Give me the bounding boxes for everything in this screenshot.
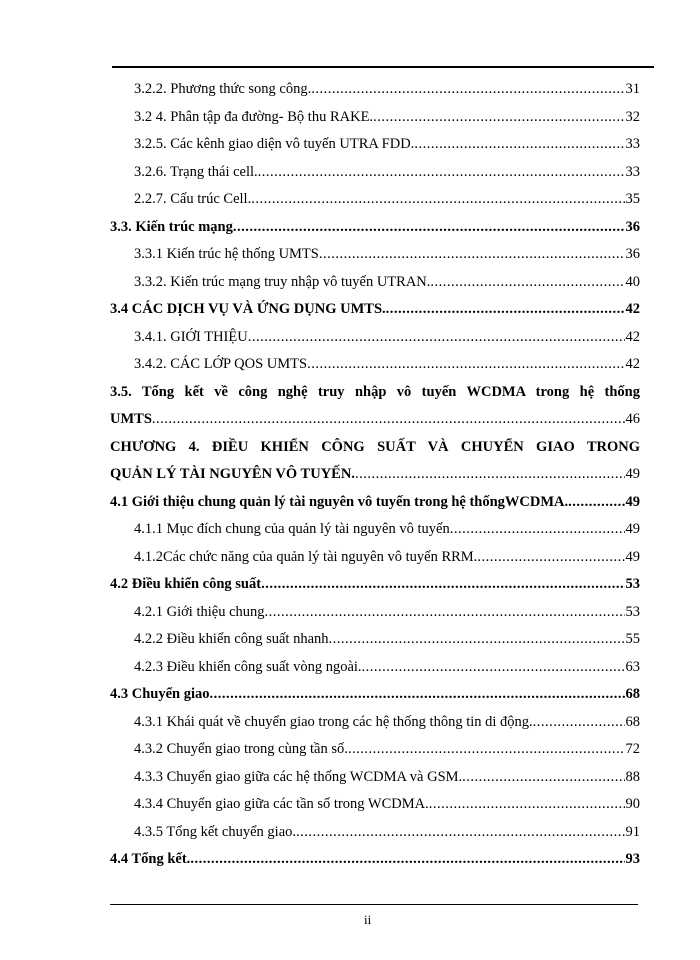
toc-entry-title: 3.4.2. CÁC LỚP QOS UMTS xyxy=(134,356,308,372)
dot-leader xyxy=(568,489,624,517)
toc-entry-page: 35 xyxy=(625,191,640,207)
toc-entry[interactable] xyxy=(110,516,640,544)
toc-entry-page: 49 xyxy=(625,521,640,537)
toc-entry[interactable] xyxy=(110,76,640,104)
toc-entry[interactable] xyxy=(110,296,640,324)
page-number: ii xyxy=(364,912,372,927)
toc-entry-page: 68 xyxy=(625,686,640,702)
dot-leader xyxy=(251,186,624,214)
toc-entry[interactable] xyxy=(110,269,640,297)
footer-rule xyxy=(110,904,638,905)
toc-entry-title: 4.2.1 Giới thiệu chung xyxy=(134,603,265,620)
toc-entry[interactable] xyxy=(110,626,640,654)
dot-leader xyxy=(414,131,624,159)
dot-leader xyxy=(329,626,625,654)
toc-entry-page: 33 xyxy=(625,136,640,152)
toc-entry-page: 49 xyxy=(625,466,640,482)
toc-entry-page: 90 xyxy=(625,796,640,812)
toc-entry[interactable] xyxy=(110,489,640,517)
dot-leader xyxy=(258,159,625,187)
toc-entry[interactable] xyxy=(110,791,640,819)
toc-entry-page: 46 xyxy=(625,411,640,427)
dot-leader xyxy=(248,324,625,352)
dot-leader xyxy=(477,544,624,572)
dot-leader xyxy=(152,406,625,434)
toc-entry[interactable] xyxy=(110,846,640,874)
dot-leader xyxy=(355,461,625,489)
toc-entry-title: 3.3.1 Kiến trúc hệ thống UMTS xyxy=(134,246,319,262)
toc-entry[interactable] xyxy=(110,159,640,187)
toc-entry-page: 55 xyxy=(625,631,640,647)
toc-entry-title: 3.2 4. Phân tập đa đường- Bộ thu RAKE. xyxy=(134,108,374,125)
toc-entry-multiline[interactable] xyxy=(110,434,640,489)
dot-leader xyxy=(430,269,624,297)
toc-entry-page: 32 xyxy=(625,108,640,125)
dot-leader xyxy=(362,654,625,682)
toc-entry-title-line1: CHƯƠNG 4. ĐIỀU KHIỂN CÔNG SUẤT VÀ CHUYỂN GIAO TRONG xyxy=(110,438,640,455)
toc-entry-title: 4.2.3 Điều khiển công suất vòng ngoài. xyxy=(134,658,362,675)
toc-entry-title: 4.3.4 Chuyển giao giữa các tần số trong WCDMA. xyxy=(134,796,429,812)
toc-entry-title: 4.2 Điều khiển công suất xyxy=(110,576,262,592)
toc-entry-title: 4.1.2Các chức năng của quản lý tài nguyên vô tuyến RRM. xyxy=(134,548,478,565)
toc-entry-title: 3.3.2. Kiến trúc mạng truy nhập vô tuyến UTRAN. xyxy=(134,273,431,290)
toc-entry[interactable] xyxy=(110,599,640,627)
toc-entry-title: 4.3.5 Tổng kết chuyển giao. xyxy=(134,823,297,840)
toc-entry-title: 4.3.2 Chuyển giao trong cùng tần số. xyxy=(134,741,348,757)
toc-entry[interactable] xyxy=(110,241,640,269)
toc-entry-title: 4.2.2 Điều khiển công suất nhanh xyxy=(134,631,329,647)
toc-entry-page: 42 xyxy=(625,301,640,317)
toc-entry-page: 68 xyxy=(625,713,640,730)
toc-entry-page: 49 xyxy=(625,548,640,565)
dot-leader xyxy=(233,214,625,242)
dot-leader xyxy=(462,764,624,792)
toc-entry[interactable] xyxy=(110,214,640,242)
dot-leader xyxy=(319,241,625,269)
toc-entry-page: 42 xyxy=(625,328,640,345)
dot-leader xyxy=(429,791,625,819)
toc-entry-page: 72 xyxy=(625,741,640,757)
dot-leader xyxy=(450,516,625,544)
toc-entry-title-line1: 3.5. Tổng kết về công nghệ truy nhập vô tuyến WCDMA trong hệ thống xyxy=(110,383,640,400)
toc-entry[interactable] xyxy=(110,104,640,132)
dot-leader xyxy=(348,736,625,764)
toc-entry-page: 88 xyxy=(625,768,640,785)
toc-entry-page: 53 xyxy=(625,603,640,620)
toc-entry-title: 3.3. Kiến trúc mạng xyxy=(110,218,233,235)
toc-entry[interactable] xyxy=(110,654,640,682)
toc-entry[interactable] xyxy=(110,324,640,352)
toc-entry[interactable] xyxy=(110,131,640,159)
dot-leader xyxy=(190,846,624,874)
toc-entry-page: 31 xyxy=(625,81,640,97)
header-rule xyxy=(112,66,654,68)
dot-leader xyxy=(296,819,624,847)
toc-entry-page: 33 xyxy=(625,163,640,180)
toc-entry-title: 4.4 Tổng kết. xyxy=(110,851,191,867)
toc-entry-title: 4.1.1 Mục đích chung của quản lý tài nguyên vô tuyến xyxy=(134,521,450,537)
toc-entry-page: 53 xyxy=(625,576,640,592)
toc-entry[interactable] xyxy=(110,544,640,572)
table-of-contents xyxy=(110,76,640,874)
toc-entry-title: 4.3.3 Chuyển giao giữa các hệ thống WCDMA và GSM. xyxy=(134,768,463,785)
dot-leader xyxy=(307,351,624,379)
toc-entry[interactable] xyxy=(110,681,640,709)
toc-entry-page: 40 xyxy=(625,273,640,290)
toc-entry-title: 3.2.2. Phương thức song công. xyxy=(134,81,312,97)
toc-entry-page: 93 xyxy=(625,851,640,867)
toc-entry-title: 3.4.1. GIỚI THIỆU xyxy=(134,328,248,345)
dot-leader xyxy=(210,681,625,709)
dot-leader xyxy=(311,76,624,104)
dot-leader xyxy=(386,296,625,324)
dot-leader xyxy=(265,599,625,627)
toc-entry-title: 3.2.6. Trạng thái cell. xyxy=(134,163,258,180)
toc-entry-title: 3.4 CÁC DỊCH VỤ VÀ ỨNG DỤNG UMTS. xyxy=(110,301,386,317)
toc-entry-page: 63 xyxy=(625,658,640,675)
toc-entry-title-line2: UMTS xyxy=(110,411,152,427)
toc-entry-title-line2: QUẢN LÝ TÀI NGUYÊN VÔ TUYẾN. xyxy=(110,466,355,482)
toc-entry-title: 2.2.7. Cấu trúc Cell. xyxy=(134,191,252,207)
toc-entry-page: 91 xyxy=(625,823,640,840)
toc-entry-title: 4.3.1 Khái quát về chuyển giao trong các hệ thống thông tin di động. xyxy=(134,713,533,730)
dot-leader xyxy=(533,709,625,737)
toc-entry-page: 42 xyxy=(625,356,640,372)
toc-entry-title: 4.3 Chuyển giao xyxy=(110,686,210,702)
toc-entry[interactable] xyxy=(110,736,640,764)
toc-entry-multiline[interactable] xyxy=(110,379,640,434)
toc-entry[interactable] xyxy=(110,571,640,599)
toc-entry-title: 3.2.5. Các kênh giao diện vô tuyến UTRA FDD. xyxy=(134,136,415,152)
toc-entry[interactable] xyxy=(110,351,640,379)
toc-entry[interactable] xyxy=(110,819,640,847)
toc-entry[interactable] xyxy=(110,709,640,737)
toc-entry-page: 49 xyxy=(625,493,640,510)
dot-leader xyxy=(261,571,624,599)
toc-entry-title: 4.1 Giới thiệu chung quản lý tài nguyên vô tuyến trong hệ thốngWCDMA. xyxy=(110,493,569,510)
toc-entry[interactable] xyxy=(110,764,640,792)
toc-entry[interactable] xyxy=(110,186,640,214)
toc-entry-page: 36 xyxy=(625,246,640,262)
dot-leader xyxy=(373,104,624,132)
toc-entry-page: 36 xyxy=(625,218,640,235)
